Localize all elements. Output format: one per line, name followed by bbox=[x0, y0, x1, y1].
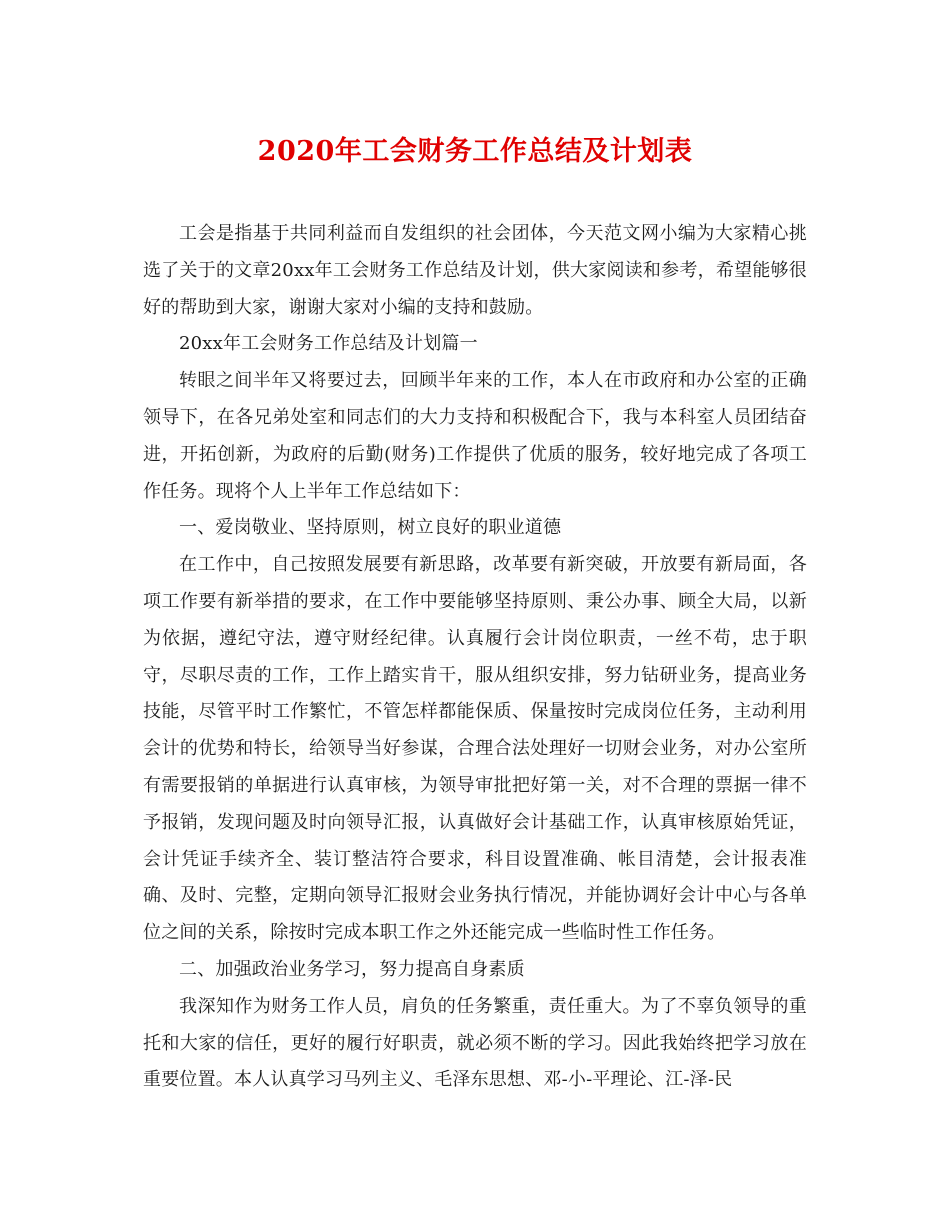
document-body bbox=[143, 216, 807, 1099]
section-heading-2: 二、加强政治业务学习，努力提高自身素质 bbox=[179, 958, 525, 980]
paragraph-summary: 转眼之间半年又将要过去，回顾半年来的工作，本人在市政府和办公室的正确领导下，在各兄弟处室和同志们的大力支持和积极配合下，我与本科室人员团结奋进，开拓创新，为政府的后勤(财务)工作提供了优质的服务，较好地完成了各项工作任务。现将个人上半年工作总结如下： bbox=[143, 370, 807, 502]
paragraph-section-1: 在工作中，自己按照发展要有新思路，改革要有新突破，开放要有新局面，各项工作要有新举措的要求，在工作中要能够坚持原则、秉公办事、顾全大局，以新为依据，遵纪守法，遵守财经纪律。认真履行会计岗位职责，一丝不苟，忠于职守，尽职尽责的工作，工作上踏实肯干，服从组织安排，努力钻研业务，提高业务技能，尽管平时工作繁忙，不管怎样都能保质、保量按时完成岗位任务，主动利用会计的优势和特长，给领导当好参谋，合理合法处理好一切财会业务，对办公室所有需要报销的单据进行认真审核，为领导审批把好第一关，对不合理的票据一律不予报销，发现问题及时向领导汇报，认真做好会计基础工作，认真审核原始凭证，会计凭证手续齐全、装订整洁符合要求，科目设置准确、帐目清楚，会计报表准确、及时、完整，定期向领导汇报财会业务执行情况，并能协调好会计中心与各单位之间的关系，除按时完成本职工作之外还能完成一些临时性工作任务。 bbox=[143, 554, 807, 944]
paragraph-section-2: 我深知作为财务工作人员，肩负的任务繁重，责任重大。为了不辜负领导的重托和大家的信任，更好的履行好职责，就必须不断的学习。因此我始终把学习放在重要位置。本人认真学习马列主义、毛泽东思想、邓-小-平理论、江-泽-民 bbox=[143, 995, 807, 1091]
section-heading-1: 一、爱岗敬业、坚持原则，树立良好的职业道德 bbox=[179, 517, 562, 539]
paragraph-article-heading: 20xx年工会财务工作总结及计划篇一 bbox=[179, 333, 478, 355]
document-title: 2020年工会财务工作总结及计划表 bbox=[257, 136, 693, 167]
paragraph-intro: 工会是指基于共同利益而自发组织的社会团体，今天范文网小编为大家精心挑选了关于的文章20xx年工会财务工作总结及计划，供大家阅读和参考，希望能够很好的帮助到大家，谢谢大家对小编的支持和鼓励。 bbox=[143, 223, 807, 318]
